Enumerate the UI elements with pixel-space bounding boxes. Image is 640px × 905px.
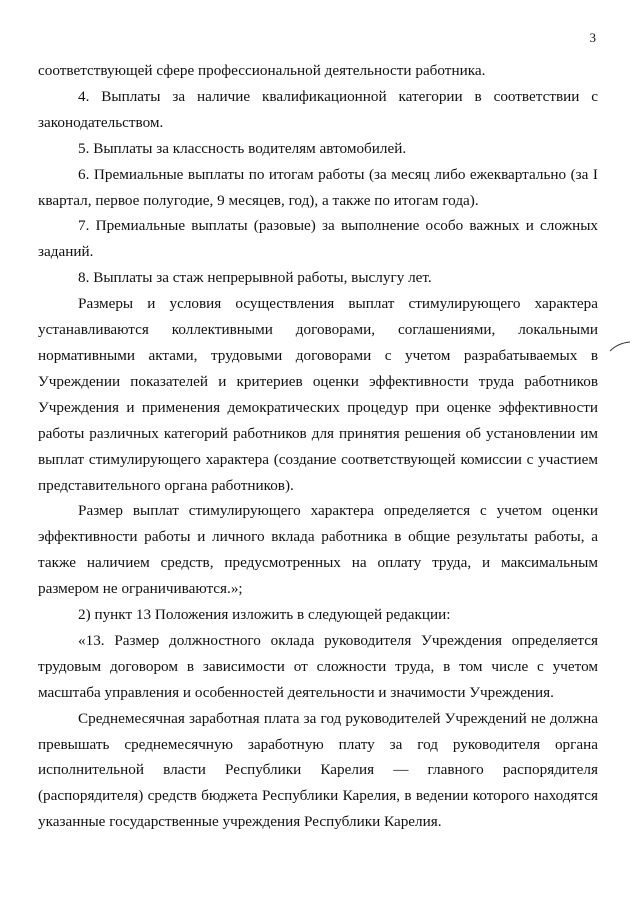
paragraph-clause-2: 2) пункт 13 Положения изложить в следующей редакции:: [78, 606, 451, 624]
paragraph-item-6: 6. Премиальные выплаты по итогам работы (за месяц либо ежеквартально (за I квартал, первое полугодие, 9 месяцев, год), а также по итогам года).: [38, 165, 598, 209]
paragraph-item-7: 7. Премиальные выплаты (разовые) за выполнение особо важных и сложных заданий.: [38, 217, 598, 261]
page-number: 3: [589, 30, 596, 45]
document-body: [38, 58, 598, 835]
paragraph-item-5: 5. Выплаты за классность водителям автомобилей.: [78, 139, 407, 157]
paragraph-item-4: 4. Выплаты за наличие квалификационной категории в соответствии с законодательством.: [38, 87, 598, 131]
paragraph-continuation: соответствующей сфере профессиональной деятельности работника.: [38, 62, 486, 79]
paragraph-amount: Размер выплат стимулирующего характера определяется с учетом оценки эффективности работы и личного вклада работника в общие результаты работы, а также наличием средств, предусмотренных на оплату труда, и максимальным размером не ограничиваются.»;: [38, 502, 598, 598]
margin-pen-mark: [608, 340, 632, 354]
paragraph-item-8: 8. Выплаты за стаж непрерывной работы, выслугу лет.: [78, 269, 432, 287]
paragraph-conditions: Размеры и условия осуществления выплат стимулирующего характера устанавливаются коллективными договорами, соглашениями, локальными нормативными актами, трудовыми договорами с учетом разрабатываемых в Учреждении показателей и критериев оценки эффективности труда работников Учреждения и применения демократических процедур при оценке эффективности работы различных категорий работников для принятия решения об установлении им выплат стимулирующего характера (создание соответствующей комиссии с участием представительного органа работников).: [38, 295, 598, 494]
paragraph-clause-13: «13. Размер должностного оклада руководителя Учреждения определяется трудовым договором в зависимости от сложности труда, в том числе с учетом масштаба управления и особенностей деятельности и значимости Учреждения.: [38, 631, 598, 701]
paragraph-salary-limit: Среднемесячная заработная плата за год руководителей Учреждений не должна превышать среднемесячную заработную плату за год руководителя органа исполнительной власти Республики Карелия — главного распорядителя (распорядителя) средств бюджета Республики Карелия, в ведении которого находятся указанные государственные учреждения Республики Карелия.: [38, 709, 598, 831]
